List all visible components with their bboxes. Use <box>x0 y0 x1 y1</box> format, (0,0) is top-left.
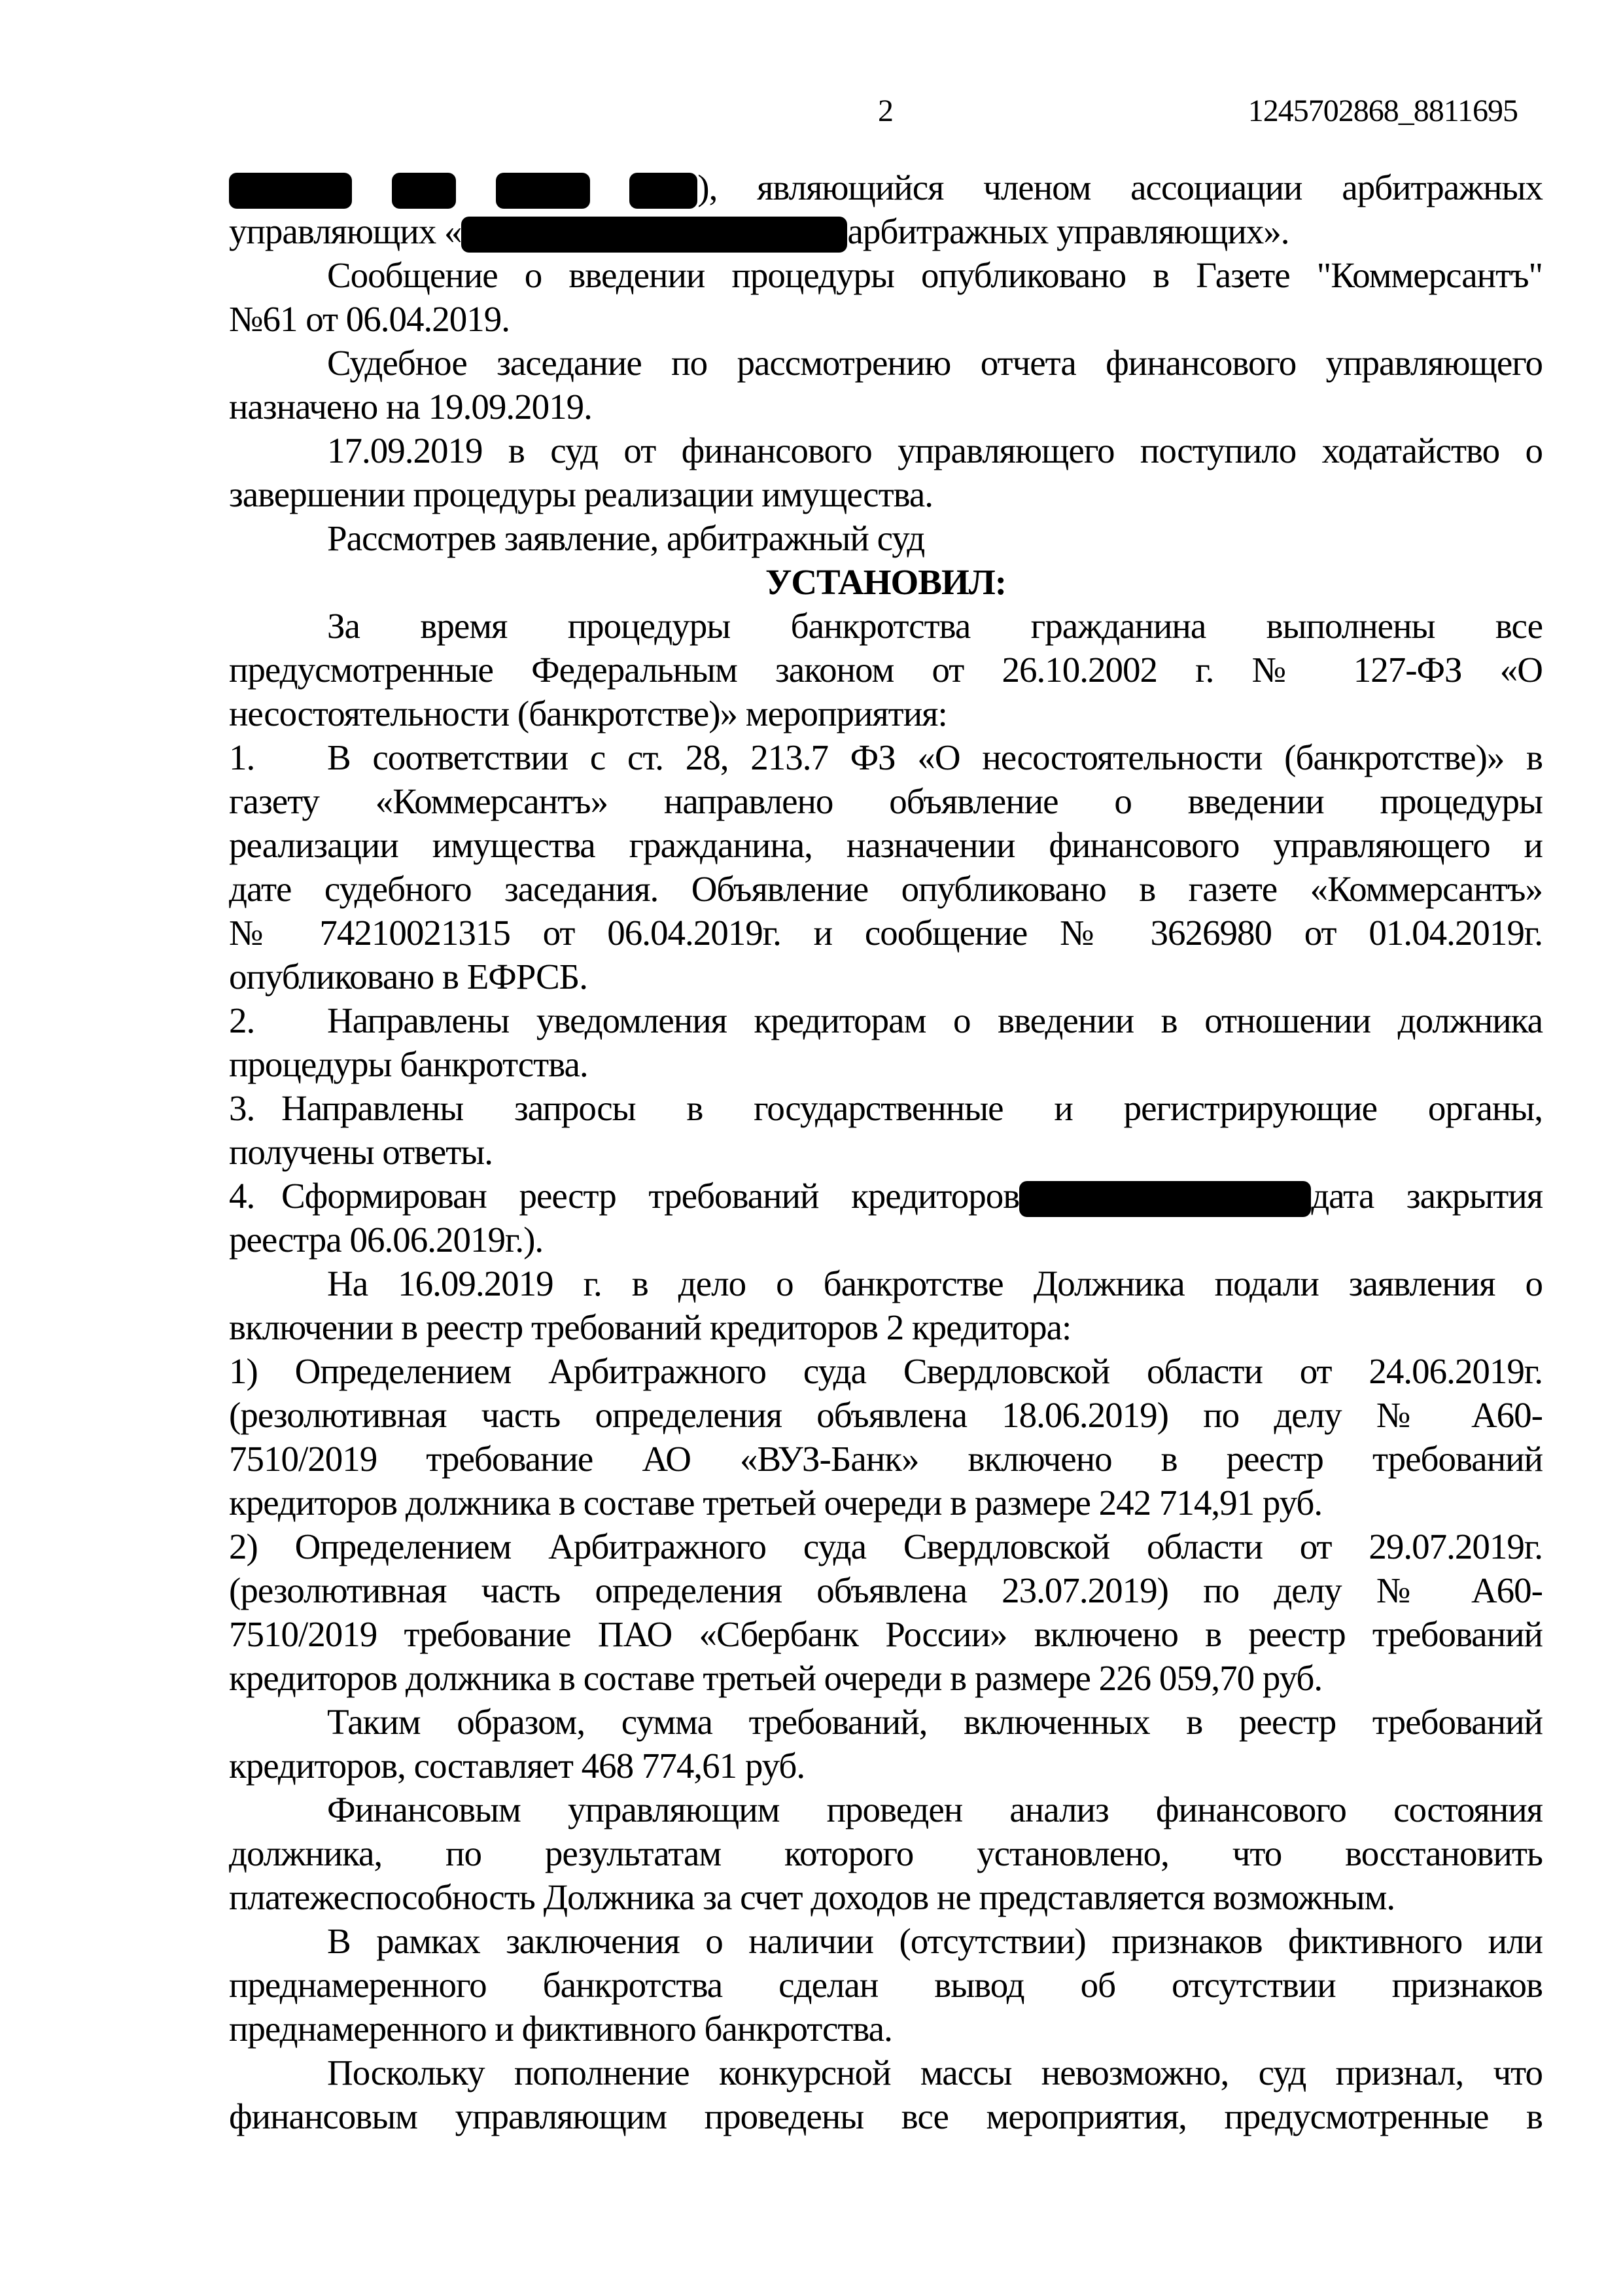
text-segment: кредиторов должника в составе третьей очереди в размере 242 714,91 руб. <box>229 1483 1323 1523</box>
text-segment: На 16.09.2019 г. в дело о банкротстве Должника подали заявления о <box>327 1263 1543 1303</box>
text-line <box>229 692 1543 735</box>
text-line <box>229 429 1543 472</box>
list-item-number: 3. <box>229 1088 255 1128</box>
text-line <box>229 1349 1543 1393</box>
text-line <box>229 1831 1543 1875</box>
text-line <box>229 1525 1543 1568</box>
redaction-bar <box>496 173 590 209</box>
text-line <box>229 1875 1543 1919</box>
text-segment: 7510/2019 требование АО «ВУЗ-Банк» включено в реестр требований <box>229 1439 1543 1479</box>
text-segment: 2) Определением Арбитражного суда Свердловской области от 29.07.2019г. <box>229 1527 1543 1566</box>
text-segment: финансовым управляющим проведены все мероприятия, предусмотренные в <box>229 2096 1543 2136</box>
text-segment: предусмотренные Федеральным законом от 26.10.2002 г. № 127-ФЗ «О <box>229 650 1543 690</box>
text-segment: №61 от 06.04.2019. <box>229 299 510 339</box>
text-segment: 17.09.2019 в суд от финансового управляющего поступило ходатайство о <box>327 431 1543 470</box>
text-line <box>229 2051 1543 2094</box>
text-line <box>229 1305 1543 1349</box>
text-segment: (резолютивная часть определения объявлена 23.07.2019) по делу № А60- <box>229 1570 1543 1610</box>
text-segment: За время процедуры банкротства гражданина выполнены все <box>327 606 1543 646</box>
text-line <box>229 867 1543 911</box>
text-segment: Направлены уведомления кредиторам о введении в отношении должника <box>327 1000 1543 1040</box>
text-segment: кредиторов, составляет 468 774,61 руб. <box>229 1746 805 1786</box>
document-id: 1245702868_8811695 <box>1248 94 1518 128</box>
text-segment: назначено на 19.09.2019. <box>229 387 592 427</box>
redaction-bar <box>1019 1181 1311 1217</box>
text-segment: Рассмотрев заявление, арбитражный суд <box>327 518 925 558</box>
text-segment: № 74210021315 от 06.04.2019г. и сообщение № 3626980 от 01.04.2019г. <box>229 913 1543 953</box>
text-segment: процедуры банкротства. <box>229 1044 588 1084</box>
text-line <box>229 1963 1543 2007</box>
text-line <box>229 604 1543 648</box>
text-segment: получены ответы. <box>229 1132 493 1172</box>
list-item-number: 1. <box>229 737 255 777</box>
text-line <box>229 823 1543 867</box>
text-line <box>229 1612 1543 1656</box>
text-line <box>229 1568 1543 1612</box>
redaction-bar <box>629 173 697 209</box>
text-line <box>229 1437 1543 1481</box>
text-segment: преднамеренного и фиктивного банкротства. <box>229 2009 892 2049</box>
resolution-heading <box>229 560 1543 604</box>
text-line <box>229 1700 1543 1744</box>
text-segment: платежеспособность Должника за счет доходов не представляется возможным. <box>229 1877 1395 1917</box>
text-segment: Таким образом, сумма требований, включенных в реестр требований <box>327 1702 1543 1742</box>
text-segment: дата закрытия <box>1311 1176 1543 1216</box>
text-segment: арбитражных управляющих». <box>847 211 1289 251</box>
text-line <box>229 911 1543 955</box>
text-segment: Поскольку пополнение конкурсной массы невозможно, суд признал, что <box>327 2053 1543 2093</box>
text-segment: УСТАНОВИЛ: <box>765 562 1007 602</box>
text-line <box>229 779 1543 823</box>
redaction-bar <box>461 217 847 253</box>
text-segment: газету «Коммерсантъ» направлено объявление о введении процедуры <box>229 781 1543 821</box>
text-line <box>229 1218 1543 1262</box>
text-line <box>229 253 1543 297</box>
text-segment: кредиторов должника в составе третьей очереди в размере 226 059,70 руб. <box>229 1658 1323 1698</box>
text-segment: Судебное заседание по рассмотрению отчета финансового управляющего <box>327 343 1543 383</box>
text-line <box>229 1174 1543 1218</box>
text-segment: реестра 06.06.2019г.). <box>229 1220 544 1260</box>
text-line <box>229 1656 1543 1700</box>
text-line <box>229 1481 1543 1525</box>
text-line <box>229 2094 1543 2138</box>
text-line <box>229 1042 1543 1086</box>
text-segment: 1) Определением Арбитражного суда Свердловской области от 24.06.2019г. <box>229 1351 1543 1391</box>
text-segment: включении в реестр требований кредиторов 2 кредитора: <box>229 1307 1072 1347</box>
text-segment: Сообщение о введении процедуры опубликовано в Газете "Коммерсантъ" <box>327 255 1543 295</box>
text-segment: Финансовым управляющим проведен анализ финансового состояния <box>327 1790 1543 1829</box>
text-segment: опубликовано в ЕФРСБ. <box>229 957 588 997</box>
text-segment: преднамеренного банкротства сделан вывод об отсутствии признаков <box>229 1965 1543 2005</box>
text-line <box>229 166 1543 209</box>
text-line <box>229 297 1543 341</box>
text-line <box>229 735 1543 779</box>
page-header <box>229 92 1543 131</box>
list-item-number: 2. <box>229 1000 255 1040</box>
text-line <box>229 516 1543 560</box>
text-line <box>229 1262 1543 1305</box>
text-line <box>229 385 1543 429</box>
text-line <box>229 1788 1543 1831</box>
text-segment: (резолютивная часть определения объявлена 18.06.2019) по делу № А60- <box>229 1395 1543 1435</box>
text-line <box>229 1393 1543 1437</box>
text-line <box>229 1744 1543 1788</box>
text-segment: В рамках заключения о наличии (отсутствии) признаков фиктивного или <box>327 1921 1543 1961</box>
text-segment: Сформирован реестр требований кредиторов <box>281 1176 1020 1216</box>
text-segment: реализации имущества гражданина, назначении финансового управляющего и <box>229 825 1543 865</box>
text-line <box>229 1130 1543 1174</box>
text-segment: завершении процедуры реализации имущества. <box>229 474 934 514</box>
text-line <box>229 341 1543 385</box>
text-line <box>229 1086 1543 1130</box>
text-segment: управляющих « <box>229 211 462 251</box>
text-segment: несостоятельности (банкротстве)» мероприятия: <box>229 694 947 733</box>
text-line <box>229 472 1543 516</box>
text-segment: Направлены запросы в государственные и регистрирующие органы, <box>281 1088 1543 1128</box>
redaction-bar <box>392 173 456 209</box>
text-segment: ), являющийся членом ассоциации арбитражных <box>697 168 1543 207</box>
text-segment: 7510/2019 требование ПАО «Сбербанк России» включено в реестр требований <box>229 1614 1543 1654</box>
list-item-number: 4. <box>229 1176 255 1216</box>
text-segment: дате судебного заседания. Объявление опубликовано в газете «Коммерсантъ» <box>229 869 1543 909</box>
text-line <box>229 209 1543 253</box>
text-line <box>229 1919 1543 1963</box>
text-line <box>229 2007 1543 2051</box>
text-segment: должника, по результатам которого установлено, что восстановить <box>229 1833 1543 1873</box>
text-segment: В соответствии с ст. 28, 213.7 ФЗ «О несостоятельности (банкротстве)» в <box>327 737 1543 777</box>
text-line <box>229 998 1543 1042</box>
text-line <box>229 955 1543 998</box>
redaction-bar <box>229 173 352 209</box>
text-line <box>229 648 1543 692</box>
page-number: 2 <box>878 94 894 128</box>
